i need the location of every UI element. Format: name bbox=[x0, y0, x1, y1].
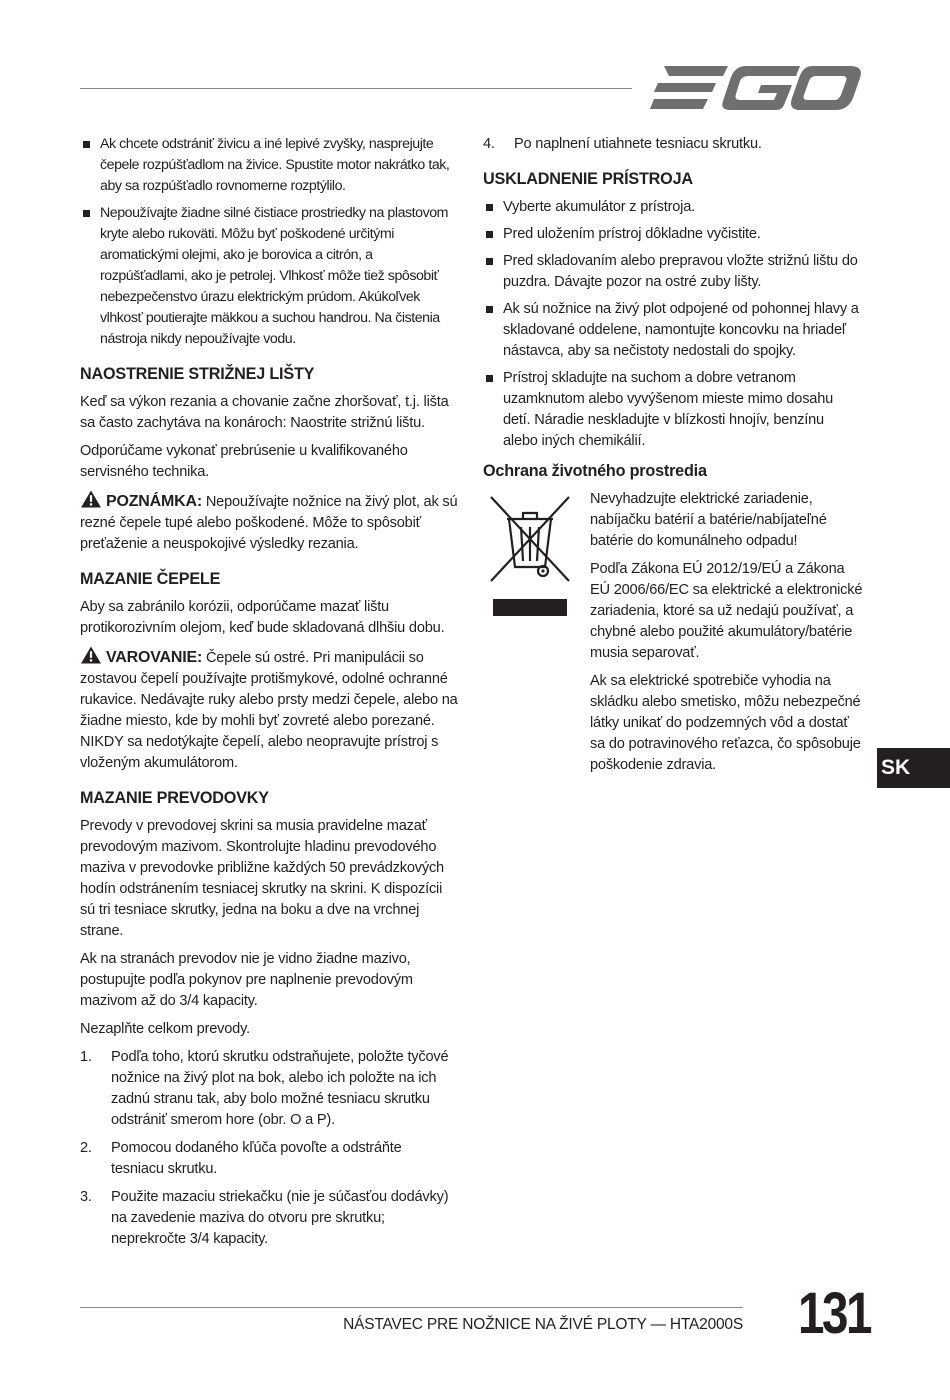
section-heading-environment: Ochrana životného prostredia bbox=[483, 462, 707, 480]
list-item bbox=[80, 1047, 458, 1131]
step-number: 2. bbox=[80, 1140, 92, 1156]
paragraph: Nezaplňte celkom prevody. bbox=[80, 1021, 250, 1037]
footer-title: NÁSTAVEC PRE NOŽNICE NA ŽIVÉ PLOTY — HTA2000S bbox=[343, 1316, 743, 1333]
list-item: Nepoužívajte žiadne silné čistiace prostriedky na plastovom kryte alebo rukoväti. Môžu byť poškodené určitými aromatickými olejmi, ako je borovica a citrón, a rozpúšťadlami, ako je petrolej. Vlhkosť môže tiež spôsobiť nebezpečenstvo úrazu elektrickým prúdom. Akúkoľvek vlhkosť poutierajte mäkkou a suchou handrou. Na čistenia nástroja nikdy nepoužívajte vodu. bbox=[80, 203, 458, 350]
paragraph: Odporúčame vykonať prebrúsenie u kvalifikovaného servisného technika. bbox=[80, 443, 408, 480]
warning-text: Čepele sú ostré. Pri manipulácii so zostavou čepelí používajte protišmykové, odolné ochranné rukavice. Nedávajte ruky alebo prsty medzi čepele, alebo na žiadne miesto, kde by mohli byť zovreté alebo porezané. NIKDY sa nedotýkajte čepelí, alebo neopravujte prístroj s vloženým akumulátorom. bbox=[80, 650, 458, 771]
warning-triangle-icon bbox=[80, 490, 102, 508]
ego-logo bbox=[650, 62, 862, 114]
step-number: 1. bbox=[80, 1049, 92, 1065]
paragraph: Ak na stranách prevodov nie je vidno žiadne mazivo, postupujte podľa pokynov pre naplnenie prevodovým mazivom až do 3/4 kapacity. bbox=[80, 951, 413, 1009]
left-column bbox=[80, 134, 458, 1257]
paragraph: Prevody v prevodovej skrini sa musia pravidelne mazať prevodovým mazivom. Skontrolujte hladinu prevodového maziva v prevodovke približne každých 50 prevádzkových hodín odstránením tesniacej skrutky na skrini. K dispozícii sú tri tesniace skrutky, jedna na boku a dve na vrchnej strane. bbox=[80, 818, 444, 939]
step-number: 4. bbox=[483, 136, 495, 152]
paragraph: Ak sa elektrické spotrebiče vyhodia na skládku alebo smetisko, môžu nebezpečné látky unikať do podzemných vôd a dostať sa do potravinového reťazca, čo spôsobuje poškodenie zdravia. bbox=[590, 673, 861, 773]
list-item: Pred uložením prístroj dôkladne vyčistite. bbox=[483, 224, 861, 245]
language-tab: SK bbox=[877, 748, 950, 788]
warning-block bbox=[80, 646, 458, 774]
section-heading-sharpening: NAOSTRENIE STRIŽNEJ LIŠTY bbox=[80, 365, 315, 383]
section-heading-storage: USKLADNENIE PRÍSTROJA bbox=[483, 170, 693, 188]
list-item: Vyberte akumulátor z prístroja. bbox=[483, 197, 861, 218]
intro-bullet-list bbox=[80, 134, 458, 350]
step-text: Podľa toho, ktorú skrutku odstraňujete, položte tyčové nožnice na živý plot na bok, alebo ich položte na ich zadnú stranu tak, aby bolo možné tesniacu skrutku odstrániť smerom hore (obr. O a P). bbox=[111, 1049, 449, 1128]
crossed-out-bin-icon bbox=[487, 491, 573, 641]
list-item: Ak chcete odstrániť živicu a iné lepivé zvyšky, nasprejujte čepele rozpúšťadlom na živice. Spustite motor nakrátko tak, aby sa rozpúšťadlo rovnomerne rozptýlilo. bbox=[80, 134, 458, 197]
list-item bbox=[80, 1138, 458, 1180]
gear-lube-steps bbox=[80, 1047, 458, 1250]
gear-lube-steps-continued bbox=[483, 134, 861, 155]
warning-triangle-icon bbox=[80, 646, 102, 664]
note-block bbox=[80, 490, 458, 555]
list-item: Pred skladovaním alebo prepravou vložte strižnú lištu do puzdra. Dávajte pozor na ostré zuby lišty. bbox=[483, 251, 861, 293]
paragraph: Aby sa zabránilo korózii, odporúčame mazať lištu protikorozivním olejom, keď bude skladovaná dlhšiu dobu. bbox=[80, 599, 445, 636]
storage-bullet-list bbox=[483, 197, 861, 452]
right-column bbox=[483, 134, 861, 779]
footer-rule bbox=[80, 1307, 743, 1308]
step-text: Pomocou dodaného kľúča povoľte a odstráňte tesniacu skrutku. bbox=[111, 1140, 402, 1177]
paragraph: Podľa Zákona EÚ 2012/19/EÚ a Zákona EÚ 2006/66/EC sa elektrické a elektronické zariadenia, ktoré sa už nedajú používať, a chybné alebo použité akumulátory/batérie musia separovať. bbox=[590, 561, 863, 661]
step-text: Použite mazaciu striekačku (nie je súčasťou dodávky) na zavedenie maziva do otvoru pre skrutku; neprekročte 3/4 kapacity. bbox=[111, 1189, 449, 1247]
header-rule bbox=[80, 88, 632, 89]
environment-text bbox=[590, 489, 865, 783]
note-text: Nepoužívajte nožnice na živý plot, ak sú rezné čepele tupé alebo poškodené. Môže to spôsobiť preťaženie a neuspokojivé výsledky rezania. bbox=[80, 494, 458, 552]
section-heading-blade-lube: MAZANIE ČEPELE bbox=[80, 570, 221, 588]
note-label: POZNÁMKA: bbox=[106, 493, 202, 510]
list-item bbox=[80, 1187, 458, 1250]
step-number: 3. bbox=[80, 1189, 92, 1205]
section-heading-gear-lube: MAZANIE PREVODOVKY bbox=[80, 789, 269, 807]
environment-section bbox=[483, 489, 861, 779]
list-item: Ak sú nožnice na živý plot odpojené od pohonnej hlavy a skladované oddelene, namontujte koncovku na hriadeľ nástavca, aby sa nečistoty nedostali do spojky. bbox=[483, 299, 861, 362]
paragraph: Nevyhadzujte elektrické zariadenie, nabíjačku batérií a batérie/nabíjateľné batérie do komunálneho odpadu! bbox=[590, 491, 827, 549]
page-number: 131 bbox=[798, 1281, 870, 1346]
list-item bbox=[483, 134, 861, 155]
list-item: Prístroj skladujte na suchom a dobre vetranom uzamknutom alebo vyvýšenom mieste mimo dosahu detí. Náradie neskladujte v blízkosti hnojív, benzínu alebo iných chemikálií. bbox=[483, 368, 861, 452]
warning-label: VAROVANIE: bbox=[106, 649, 203, 666]
step-text: Po naplnení utiahnete tesniacu skrutku. bbox=[514, 136, 762, 152]
paragraph: Keď sa výkon rezania a chovanie začne zhoršovať, t.j. lišta sa často zachytáva na konároch: Naostrite strižnú lištu. bbox=[80, 394, 449, 431]
